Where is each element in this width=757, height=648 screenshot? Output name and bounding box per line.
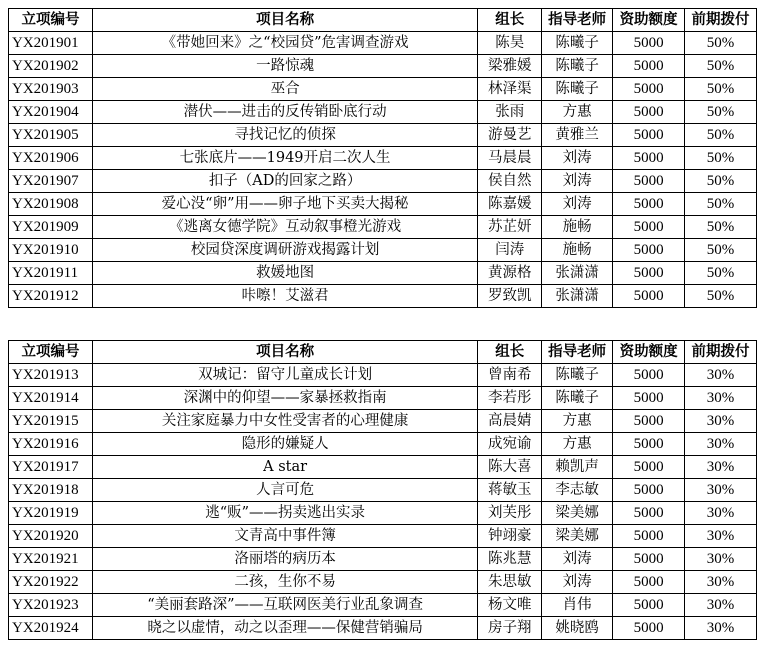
cell-teacher: 张潇潇 (542, 262, 613, 285)
table-row (9, 147, 757, 170)
header-name: 项目名称 (92, 341, 477, 364)
cell-project-id: YX201901 (9, 32, 93, 55)
table-row (9, 55, 757, 78)
cell-teacher: 方惠 (542, 410, 613, 433)
cell-leader: 闫涛 (478, 239, 542, 262)
cell-leader: 杨文唯 (478, 594, 542, 617)
cell-advance: 50% (685, 193, 757, 216)
cell-advance: 30% (685, 364, 757, 387)
cell-leader: 高晨婧 (478, 410, 542, 433)
cell-project-name: 一路惊魂 (92, 55, 477, 78)
header-name: 项目名称 (92, 9, 477, 32)
cell-advance: 30% (685, 502, 757, 525)
table-row (9, 594, 757, 617)
table-row (9, 124, 757, 147)
cell-teacher: 肖伟 (542, 594, 613, 617)
cell-project-name: A star (92, 456, 477, 479)
cell-leader: 曾南希 (478, 364, 542, 387)
cell-leader: 陈大喜 (478, 456, 542, 479)
cell-project-name: 潜伏——进击的反传销卧底行动 (92, 101, 477, 124)
table-row (9, 502, 757, 525)
cell-project-id: YX201912 (9, 285, 93, 308)
cell-advance: 50% (685, 285, 757, 308)
cell-teacher: 刘涛 (542, 571, 613, 594)
table-row (9, 101, 757, 124)
cell-advance: 50% (685, 216, 757, 239)
cell-advance: 30% (685, 571, 757, 594)
cell-leader: 黄源格 (478, 262, 542, 285)
cell-leader: 成宛谕 (478, 433, 542, 456)
cell-amount: 5000 (613, 433, 685, 456)
cell-teacher: 刘涛 (542, 548, 613, 571)
cell-leader: 朱思敏 (478, 571, 542, 594)
table-row (9, 193, 757, 216)
cell-project-id: YX201918 (9, 479, 93, 502)
cell-leader: 陈昊 (478, 32, 542, 55)
cell-amount: 5000 (613, 479, 685, 502)
cell-teacher: 姚晓鸥 (542, 617, 613, 640)
cell-leader: 李若彤 (478, 387, 542, 410)
cell-project-name: “美丽套路深”——互联网医美行业乱象调查 (92, 594, 477, 617)
cell-advance: 50% (685, 147, 757, 170)
cell-teacher: 梁美娜 (542, 525, 613, 548)
cell-project-id: YX201910 (9, 239, 93, 262)
cell-project-id: YX201920 (9, 525, 93, 548)
cell-advance: 30% (685, 617, 757, 640)
table-row (9, 32, 757, 55)
table-row (9, 239, 757, 262)
project-table-1 (8, 8, 757, 308)
cell-project-id: YX201908 (9, 193, 93, 216)
cell-leader: 游曼艺 (478, 124, 542, 147)
cell-project-id: YX201905 (9, 124, 93, 147)
cell-amount: 5000 (613, 502, 685, 525)
cell-project-name: 救媛地图 (92, 262, 477, 285)
cell-teacher: 陈曦子 (542, 364, 613, 387)
cell-teacher: 方惠 (542, 433, 613, 456)
table-row (9, 479, 757, 502)
table-row (9, 216, 757, 239)
table-row (9, 364, 757, 387)
cell-amount: 5000 (613, 170, 685, 193)
cell-teacher: 施畅 (542, 239, 613, 262)
cell-teacher: 刘涛 (542, 147, 613, 170)
cell-project-id: YX201921 (9, 548, 93, 571)
table-row (9, 285, 757, 308)
table-row (9, 387, 757, 410)
cell-advance: 30% (685, 525, 757, 548)
cell-amount: 5000 (613, 387, 685, 410)
cell-project-id: YX201913 (9, 364, 93, 387)
cell-project-id: YX201902 (9, 55, 93, 78)
cell-amount: 5000 (613, 364, 685, 387)
cell-project-name: 《带她回来》之“校园贷”危害调查游戏 (92, 32, 477, 55)
cell-amount: 5000 (613, 525, 685, 548)
cell-leader: 张雨 (478, 101, 542, 124)
cell-leader: 梁雅媛 (478, 55, 542, 78)
cell-amount: 5000 (613, 101, 685, 124)
table-2-body (9, 364, 757, 640)
cell-advance: 30% (685, 594, 757, 617)
cell-project-name: 逃“贩”——拐卖逃出实录 (92, 502, 477, 525)
cell-advance: 30% (685, 479, 757, 502)
cell-project-id: YX201907 (9, 170, 93, 193)
cell-project-name: 七张底片——1949开启二次人生 (92, 147, 477, 170)
cell-leader: 蒋敏玉 (478, 479, 542, 502)
cell-leader: 钟翊豪 (478, 525, 542, 548)
cell-advance: 30% (685, 548, 757, 571)
cell-teacher: 赖凯声 (542, 456, 613, 479)
cell-advance: 50% (685, 101, 757, 124)
header-id: 立项编号 (9, 341, 93, 364)
cell-project-id: YX201924 (9, 617, 93, 640)
cell-advance: 30% (685, 387, 757, 410)
table-header-row (9, 341, 757, 364)
cell-advance: 30% (685, 456, 757, 479)
cell-advance: 30% (685, 433, 757, 456)
cell-teacher: 张潇潇 (542, 285, 613, 308)
cell-advance: 50% (685, 32, 757, 55)
cell-project-name: 人言可危 (92, 479, 477, 502)
cell-project-name: 文青高中事件簿 (92, 525, 477, 548)
cell-amount: 5000 (613, 594, 685, 617)
cell-leader: 陈兆慧 (478, 548, 542, 571)
cell-project-id: YX201904 (9, 101, 93, 124)
table-row (9, 456, 757, 479)
cell-project-id: YX201915 (9, 410, 93, 433)
table-row (9, 433, 757, 456)
cell-project-id: YX201916 (9, 433, 93, 456)
cell-teacher: 陈曦子 (542, 55, 613, 78)
cell-project-id: YX201906 (9, 147, 93, 170)
header-leader: 组长 (478, 9, 542, 32)
cell-project-name: 《逃离女德学院》互动叙事橙光游戏 (92, 216, 477, 239)
cell-teacher: 李志敏 (542, 479, 613, 502)
cell-amount: 5000 (613, 193, 685, 216)
header-id: 立项编号 (9, 9, 93, 32)
cell-teacher: 方惠 (542, 101, 613, 124)
cell-amount: 5000 (613, 285, 685, 308)
cell-leader: 侯自然 (478, 170, 542, 193)
table-row (9, 170, 757, 193)
cell-leader: 马晨晨 (478, 147, 542, 170)
header-advance: 前期拨付 (685, 341, 757, 364)
cell-project-id: YX201911 (9, 262, 93, 285)
cell-teacher: 梁美娜 (542, 502, 613, 525)
cell-project-name: 深渊中的仰望——家暴拯救指南 (92, 387, 477, 410)
cell-project-id: YX201903 (9, 78, 93, 101)
cell-teacher: 陈曦子 (542, 78, 613, 101)
cell-project-id: YX201923 (9, 594, 93, 617)
cell-amount: 5000 (613, 571, 685, 594)
cell-amount: 5000 (613, 32, 685, 55)
cell-teacher: 施畅 (542, 216, 613, 239)
cell-leader: 苏芷妍 (478, 216, 542, 239)
table-row (9, 410, 757, 433)
cell-leader: 房子翔 (478, 617, 542, 640)
cell-project-id: YX201909 (9, 216, 93, 239)
cell-project-name: 咔嚓！艾滋君 (92, 285, 477, 308)
table-row (9, 525, 757, 548)
cell-project-name: 爱心没“卵”用——卵子地下买卖大揭秘 (92, 193, 477, 216)
cell-project-id: YX201922 (9, 571, 93, 594)
cell-amount: 5000 (613, 78, 685, 101)
cell-teacher: 陈曦子 (542, 387, 613, 410)
header-amount: 资助额度 (613, 9, 685, 32)
cell-advance: 50% (685, 55, 757, 78)
cell-teacher: 刘涛 (542, 193, 613, 216)
project-table-2 (8, 340, 757, 640)
cell-project-name: 隐形的嫌疑人 (92, 433, 477, 456)
cell-project-name: 扣子（AD的回家之路） (92, 170, 477, 193)
cell-teacher: 刘涛 (542, 170, 613, 193)
cell-project-name: 关注家庭暴力中女性受害者的心理健康 (92, 410, 477, 433)
cell-amount: 5000 (613, 124, 685, 147)
cell-advance: 50% (685, 262, 757, 285)
cell-project-id: YX201914 (9, 387, 93, 410)
cell-amount: 5000 (613, 548, 685, 571)
table-row (9, 548, 757, 571)
header-teacher: 指导老师 (542, 341, 613, 364)
cell-teacher: 陈曦子 (542, 32, 613, 55)
cell-leader: 刘芙彤 (478, 502, 542, 525)
cell-leader: 林泽渠 (478, 78, 542, 101)
cell-amount: 5000 (613, 55, 685, 78)
table-row (9, 78, 757, 101)
cell-project-id: YX201917 (9, 456, 93, 479)
header-advance: 前期拨付 (685, 9, 757, 32)
cell-amount: 5000 (613, 147, 685, 170)
cell-project-id: YX201919 (9, 502, 93, 525)
table-1-body (9, 32, 757, 308)
cell-amount: 5000 (613, 239, 685, 262)
table-row (9, 617, 757, 640)
cell-amount: 5000 (613, 617, 685, 640)
cell-project-name: 巫合 (92, 78, 477, 101)
cell-project-name: 二孩，生你不易 (92, 571, 477, 594)
cell-teacher: 黄雅兰 (542, 124, 613, 147)
cell-project-name: 晓之以虚情，动之以歪理——保健营销骗局 (92, 617, 477, 640)
table-row (9, 571, 757, 594)
header-leader: 组长 (478, 341, 542, 364)
table-header-row (9, 9, 757, 32)
cell-amount: 5000 (613, 262, 685, 285)
table-row (9, 262, 757, 285)
cell-advance: 30% (685, 410, 757, 433)
cell-project-name: 寻找记忆的侦探 (92, 124, 477, 147)
cell-project-name: 洛丽塔的病历本 (92, 548, 477, 571)
cell-project-name: 校园贷深度调研游戏揭露计划 (92, 239, 477, 262)
cell-advance: 50% (685, 239, 757, 262)
header-teacher: 指导老师 (542, 9, 613, 32)
cell-project-name: 双城记：留守儿童成长计划 (92, 364, 477, 387)
cell-amount: 5000 (613, 410, 685, 433)
cell-advance: 50% (685, 170, 757, 193)
header-amount: 资助额度 (613, 341, 685, 364)
cell-amount: 5000 (613, 456, 685, 479)
cell-leader: 罗致凯 (478, 285, 542, 308)
cell-advance: 50% (685, 78, 757, 101)
cell-leader: 陈嘉媛 (478, 193, 542, 216)
cell-amount: 5000 (613, 216, 685, 239)
cell-advance: 50% (685, 124, 757, 147)
